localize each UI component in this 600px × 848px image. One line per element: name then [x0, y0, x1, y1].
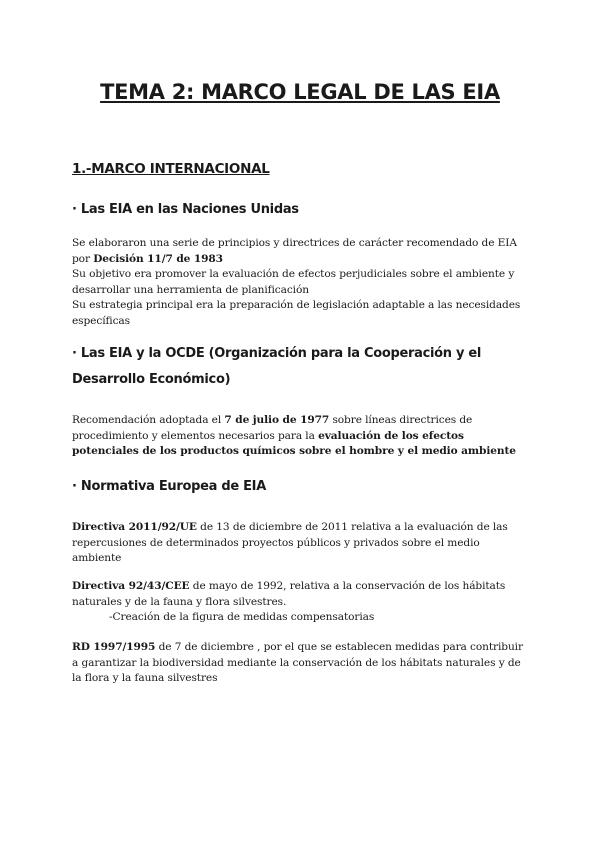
directiva-2011-text	[72, 520, 532, 567]
paragraph	[72, 520, 532, 567]
section-heading-marco-internacional: 1.-MARCO INTERNACIONAL	[72, 161, 270, 177]
text-segment: de 7 de diciembre , por el que se establecen medidas para contribuir a garantizar la biodiversidad mediante la conservación de los hábitats naturales y de la flora y la fauna silvestres	[72, 641, 523, 684]
date-reference: 7 de julio de 1977	[224, 414, 330, 426]
paragraph	[72, 236, 532, 267]
paragraph	[72, 579, 532, 610]
rd-1997-text	[72, 640, 532, 687]
strategy-paragraph: Su estrategia principal era la preparación de legislación adaptable a las necesidades específicas	[72, 299, 521, 327]
decision-reference: Decisión 11/7 de 1983	[93, 252, 223, 265]
paragraph	[72, 640, 532, 687]
directive-reference: Directiva 2011/92/UE	[72, 521, 197, 533]
ocde-text	[72, 413, 532, 460]
naciones-unidas-text	[72, 236, 532, 329]
text-segment: de 13 de diciembre de 2011 relativa a la evaluación de las repercusiones de determinados proyectos públicos y privados sobre el medio ambiente	[72, 521, 508, 564]
decree-reference: RD 1997/1995	[72, 641, 156, 653]
paragraph	[72, 413, 532, 460]
subsection-heading-normativa-europea: · Normativa Europea de EIA	[72, 479, 266, 494]
text-line: Se elaboraron una serie de principios y directrices de carácter recomendado de EIA	[72, 237, 517, 249]
text-segment: sobre líneas directrices de procedimiento y elementos necesarios para la	[72, 414, 473, 442]
subsection-heading-ocde: · Las EIA y la OCDE (Organización para la Cooperación y el Desarrollo Económico)	[72, 346, 482, 387]
page-title: TEMA 2: MARCO LEGAL DE LAS EIA	[100, 80, 500, 104]
text-segment: Recomendación adoptada el	[72, 414, 225, 426]
text-segment: de mayo de 1992, relativa a la conservación de los hábitats naturales y de la fauna y flora silvestres.	[72, 580, 506, 608]
directiva-1992-text	[72, 579, 532, 626]
objective-paragraph: Su objetivo era promover la evaluación de efectos perjudiciales sobre el ambiente y desarrollar una herramienta de planificación	[72, 268, 515, 296]
text-prefix: por	[72, 252, 94, 265]
sub-item: -Creación de la figura de medidas compensatorias	[109, 611, 375, 623]
evaluation-emphasis: evaluación de los efectos potenciales de los productos químicos sobre el hombre y el medio ambiente	[72, 429, 516, 457]
subsection-heading-naciones-unidas: · Las EIA en las Naciones Unidas	[72, 202, 299, 217]
directive-reference: Directiva 92/43/CEE	[72, 580, 190, 592]
